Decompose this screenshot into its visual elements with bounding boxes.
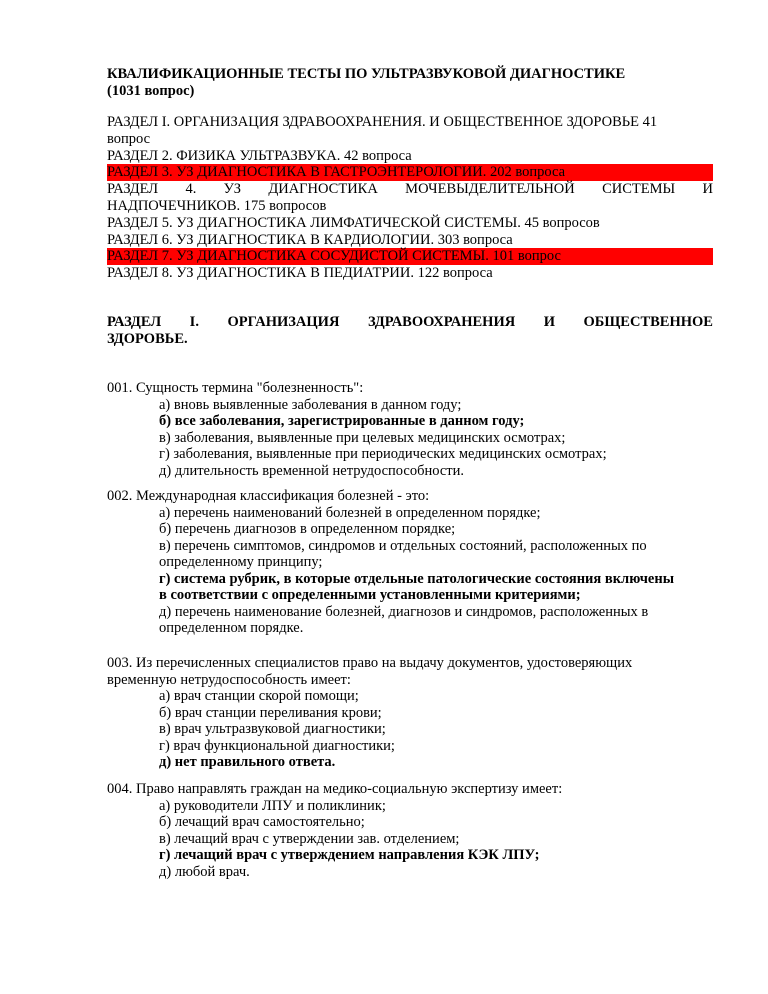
heading-word: И — [543, 314, 555, 330]
toc-word: УЗ — [223, 181, 241, 198]
toc-item-section-5: РАЗДЕЛ 5. УЗ ДИАГНОСТИКА ЛИМФАТИЧЕСКОЙ СИСТЕМЫ. 45 вопросов — [107, 214, 600, 231]
answer-option: а) перечень наименований болезней в определенном порядке; — [159, 504, 541, 521]
question-002 — [107, 488, 717, 637]
answer-list — [107, 397, 717, 480]
question-001 — [107, 380, 717, 479]
toc-item-section-2: РАЗДЕЛ 2. ФИЗИКА УЛЬТРАЗВУКА. 42 вопроса — [107, 147, 412, 164]
answer-option-correct-cont: в соответствии с определенными установленными критериями; — [159, 587, 581, 603]
question-text: 004. Право направлять граждан на медико-социальную экспертизу имеет: — [107, 781, 563, 797]
toc-word: ДИАГНОСТИКА — [268, 181, 378, 198]
question-text: 003. Из перечисленных специалистов право на выдачу документов, удостоверяющих — [107, 655, 633, 671]
toc-item-section-1-cont: вопрос — [107, 130, 151, 147]
toc-word: И — [702, 181, 713, 198]
heading-word: ОБЩЕСТВЕННОЕ — [583, 314, 713, 330]
heading-word: ОРГАНИЗАЦИЯ — [227, 314, 340, 330]
answer-option: в) врач ультразвуковой диагностики; — [159, 721, 386, 737]
answer-option-cont: определенному принципу; — [159, 554, 323, 570]
answer-option: в) заболевания, выявленные при целевых медицинских осмотрах; — [159, 429, 566, 446]
section-heading-line — [107, 314, 713, 331]
question-004 — [107, 781, 717, 880]
heading-word: РАЗДЕЛ — [107, 314, 162, 330]
answer-option-correct: г) система рубрик, в которые отдельные патологические состояния включены — [159, 570, 675, 587]
answer-option: а) врач станции скорой помощи; — [159, 688, 359, 704]
answer-option: г) заболевания, выявленные при периодических медицинских осмотрах; — [159, 446, 607, 462]
table-of-contents — [107, 114, 717, 282]
answer-option: а) руководители ЛПУ и поликлиник; — [159, 797, 386, 814]
toc-word: 4. — [185, 181, 197, 198]
toc-word: СИСТЕМЫ — [602, 181, 676, 198]
answer-option-correct: д) нет правильного ответа. — [159, 754, 336, 770]
answer-option: б) перечень диагнозов в определенном порядке; — [159, 521, 456, 537]
answer-option-correct: г) лечащий врач с утверждением направления КЭК ЛПУ; — [159, 847, 540, 863]
answer-list — [107, 505, 717, 637]
question-text-cont: временную нетрудоспособность имеет: — [107, 671, 351, 688]
toc-item-section-6: РАЗДЕЛ 6. УЗ ДИАГНОСТИКА В КАРДИОЛОГИИ. 303 вопроса — [107, 231, 513, 248]
toc-item-section-1: РАЗДЕЛ I. ОРГАНИЗАЦИЯ ЗДРАВООХРАНЕНИЯ. И ОБЩЕСТВЕННОЕ ЗДОРОВЬЕ 41 — [107, 114, 658, 130]
answer-option: а) вновь выявленные заболевания в данном году; — [159, 396, 462, 413]
toc-item-section-8: РАЗДЕЛ 8. УЗ ДИАГНОСТИКА В ПЕДИАТРИИ. 122 вопроса — [107, 265, 493, 282]
document-title — [107, 66, 717, 100]
answer-list — [107, 798, 717, 881]
title-line: КВАЛИФИКАЦИОННЫЕ ТЕСТЫ ПО УЛЬТРАЗВУКОВОЙ ДИАГНОСТИКЕ — [107, 66, 626, 82]
heading-word: I. — [189, 314, 199, 330]
answer-option-correct: б) все заболевания, зарегистрированные в данном году; — [159, 413, 525, 429]
section-heading-line: ЗДОРОВЬЕ. — [107, 331, 188, 347]
toc-item-section-7-highlighted: РАЗДЕЛ 7. УЗ ДИАГНОСТИКА СОСУДИСТОЙ СИСТЕМЫ. 101 вопрос — [107, 248, 713, 265]
answer-option-cont: определенном порядке. — [159, 620, 304, 636]
answer-option: в) лечащий врач с утверждении зав. отделением; — [159, 830, 460, 847]
answer-option: б) лечащий врач самостоятельно; — [159, 814, 365, 830]
answer-option: д) перечень наименование болезней, диагнозов и синдромов, расположенных в — [159, 603, 649, 620]
title-question-count: (1031 вопрос) — [107, 83, 195, 99]
question-text: 002. Международная классификация болезней - это: — [107, 488, 430, 504]
toc-word: РАЗДЕЛ — [107, 181, 159, 198]
toc-item-section-4-cont: НАДПОЧЕЧНИКОВ. 175 вопросов — [107, 197, 327, 214]
answer-option: б) врач станции переливания крови; — [159, 704, 382, 721]
answer-option: д) длительность временной нетрудоспособности. — [159, 462, 464, 479]
answer-list — [107, 688, 717, 771]
answer-option: г) врач функциональной диагностики; — [159, 737, 395, 754]
question-text: 001. Сущность термина "болезненность": — [107, 380, 364, 396]
toc-item-section-4 — [107, 181, 713, 198]
toc-word: МОЧЕВЫДЕЛИТЕЛЬНОЙ — [405, 181, 575, 198]
heading-word: ЗДРАВООХРАНЕНИЯ — [367, 314, 516, 330]
section-heading — [107, 314, 713, 348]
answer-option: в) перечень симптомов, синдромов и отдельных состояний, расположенных по — [159, 537, 647, 554]
answer-option: д) любой врач. — [159, 863, 250, 880]
question-003 — [107, 655, 717, 771]
toc-item-section-3-highlighted: РАЗДЕЛ 3. УЗ ДИАГНОСТИКА В ГАСТРОЭНТЕРОЛОГИИ. 202 вопроса — [107, 164, 713, 181]
